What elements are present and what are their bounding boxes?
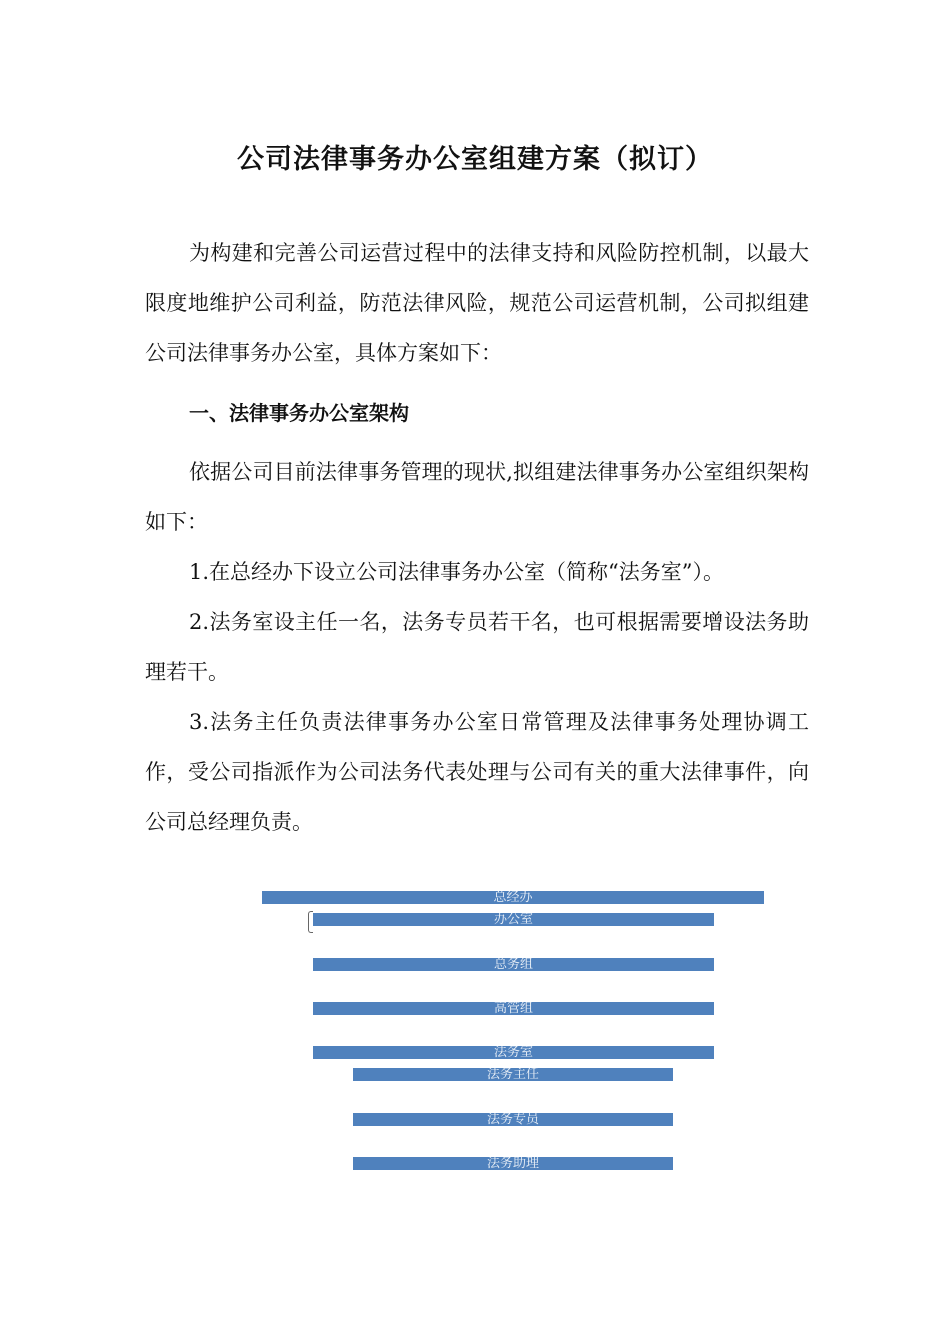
org-node-executive-group bbox=[313, 1002, 714, 1015]
list-item-3: 3.法务主任负责法律事务办公室日常管理及法律事务处理协调工作，受公司指派作为公司法务代表处理与公司有关的重大法律事件，向公司总经理负责。 bbox=[145, 710, 809, 834]
section-heading: 一、法律事务办公室架构 bbox=[189, 401, 409, 425]
org-node-label: 法务室 bbox=[493, 1045, 533, 1060]
org-node-legal-office bbox=[313, 1046, 714, 1059]
org-node-label: 办公室 bbox=[493, 912, 533, 927]
org-node-label: 总经办 bbox=[493, 890, 533, 905]
org-node-label: 总务组 bbox=[493, 957, 533, 972]
list-item-1: 1.在总经办下设立公司法律事务办公室（简称“法务室”）。 bbox=[189, 560, 725, 584]
org-node-legal-assistant bbox=[353, 1157, 673, 1170]
org-node-legal-specialist bbox=[353, 1113, 673, 1126]
org-node-label: 法务主任 bbox=[486, 1067, 539, 1082]
org-node-label: 法务助理 bbox=[486, 1156, 539, 1171]
list-item-2: 2.法务室设主任一名，法务专员若干名，也可根据需要增设法务助理若干。 bbox=[145, 610, 809, 684]
org-node-general-affairs bbox=[313, 958, 714, 971]
org-node-general-office bbox=[262, 891, 764, 904]
org-node-label: 高管组 bbox=[493, 1001, 533, 1016]
intro-paragraph: 为构建和完善公司运营过程中的法律支持和风险防控机制，以最大限度地维护公司利益，防范法律风险，规范公司运营机制，公司拟组建公司法律事务办公室，具体方案如下： bbox=[145, 241, 809, 365]
section-paragraph: 依据公司目前法律事务管理的现状,拟组建法律事务办公室组织架构如下： bbox=[145, 460, 809, 534]
org-node-office bbox=[313, 913, 714, 926]
org-node-label: 法务专员 bbox=[486, 1112, 539, 1127]
document-title: 公司法律事务办公室组建方案（拟订） bbox=[237, 144, 713, 175]
org-node-legal-director bbox=[353, 1068, 673, 1081]
